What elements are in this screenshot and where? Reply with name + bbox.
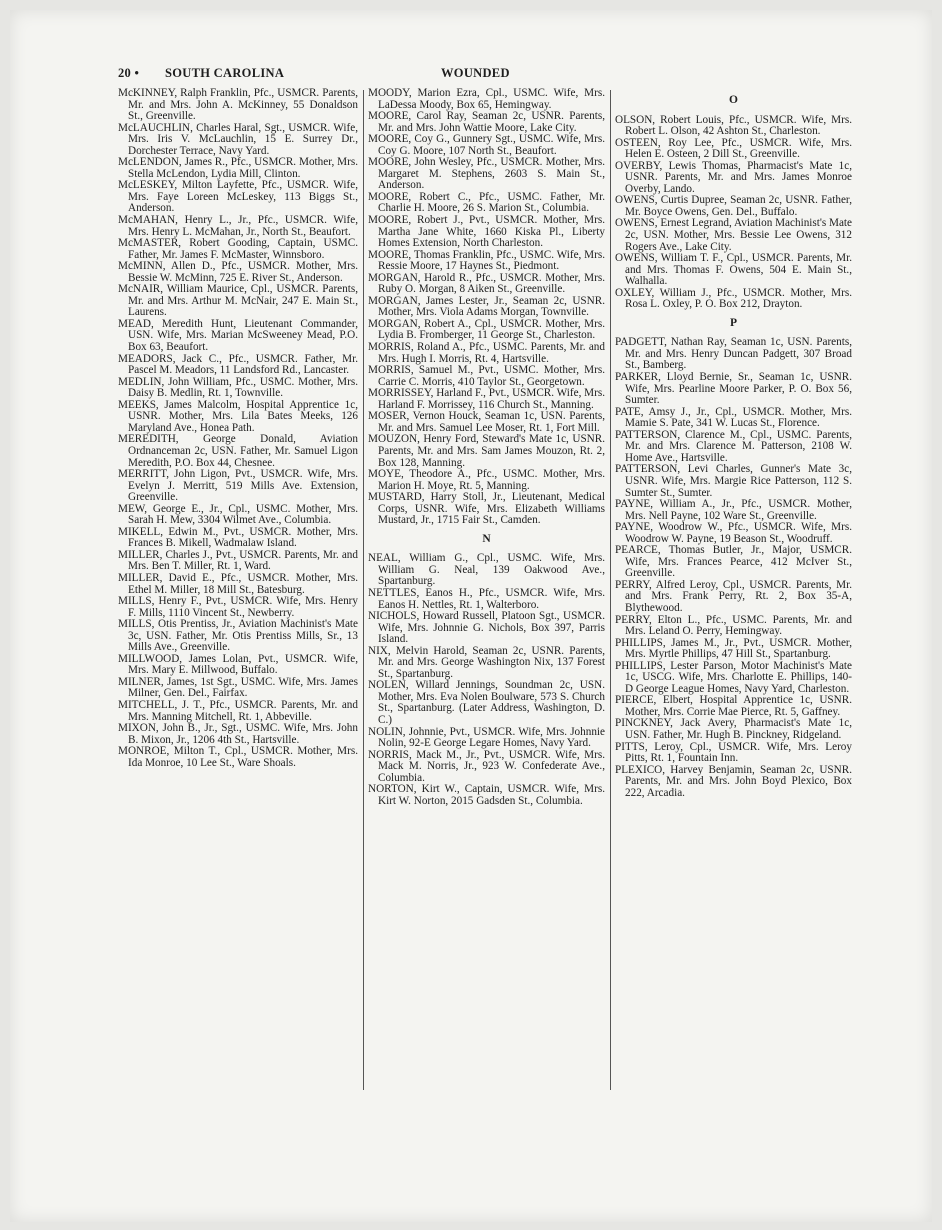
bullet-separator: • — [134, 66, 140, 80]
casualty-entry: McNAIR, William Maurice, Cpl., USMCR. Parents, Mr. and Mrs. Arthur M. McNair, 247 E. Main St., Laurens. — [118, 283, 358, 319]
casualty-entry: NICHOLS, Howard Russell, Platoon Sgt., USMCR. Wife, Mrs. Johnnie G. Nichols, Box 397, Parris Island. — [368, 610, 605, 646]
section-letter: P — [729, 316, 738, 329]
casualty-entry: MIKELL, Edwin M., Pvt., USMCR. Mother, Mrs. Frances B. Mikell, Wadmalaw Island. — [118, 525, 358, 550]
casualty-entry: MOSER, Vernon Houck, Seaman 1c, USN. Parents, Mr. and Mrs. Samuel Lee Moser, Rt. 1, Fort Mill. — [368, 410, 605, 434]
casualty-entry: MILLER, David E., Pfc., USMCR. Mother, Mrs. Ethel M. Miller, 18 Mill St., Batesburg. — [118, 571, 358, 596]
casualty-entry: PEARCE, Thomas Butler, Jr., Major, USMCR. Wife, Mrs. Frances Pearce, 412 McIver St., Greenville. — [615, 544, 852, 580]
state-title: SOUTH CAROLINA — [165, 66, 285, 80]
casualty-entry: MILLWOOD, James Lolan, Pvt., USMCR. Wife, Mrs. Mary E. Millwood, Buffalo. — [118, 652, 358, 677]
column-divider-2 — [610, 90, 611, 1090]
casualty-entry: McKINNEY, Ralph Franklin, Pfc., USMCR. Parents, Mr. and Mrs. John A. McKinney, 55 Donaldson St., Greenville. — [118, 87, 358, 123]
casualty-entry: OWENS, Curtis Dupree, Seaman 2c, USNR. Father, Mr. Boyce Owens, Gen. Del., Buffalo. — [615, 194, 852, 218]
casualty-entry: OSTEEN, Roy Lee, Pfc., USMCR. Wife, Mrs. Helen E. Osteen, 2 Dill St., Greenville. — [615, 136, 852, 161]
casualty-entry: MOORE, John Wesley, Pfc., USMCR. Mother, Mrs. Margaret M. Stephens, 2603 S. Main St., Anderson. — [368, 156, 605, 192]
casualty-entry: NORTON, Kirt W., Captain, USMCR. Wife, Mrs. Kirt W. Norton, 2015 Gadsden St., Columbia. — [368, 783, 605, 807]
column-2 — [368, 88, 605, 807]
casualty-entry: OXLEY, William J., Pfc., USMCR. Mother, Mrs. Rosa L. Oxley, P. O. Box 212, Drayton. — [615, 286, 852, 311]
casualty-entry: PLEXICO, Harvey Benjamin, Seaman 2c, USNR. Parents, Mr. and Mrs. John Boyd Plexico, Box 222, Arcadia. — [615, 763, 852, 799]
section-letter: O — [729, 94, 738, 106]
section-title: WOUNDED — [441, 66, 510, 80]
casualty-entry: NEAL, William G., Cpl., USMC. Wife, Mrs. William G. Neal, 139 Oakwood Ave., Spartanburg. — [368, 552, 605, 588]
casualty-entry: MONROE, Milton T., Cpl., USMCR. Mother, Mrs. Ida Monroe, 10 Lee St., Ware Shoals. — [118, 745, 358, 769]
casualty-entry: MIXON, John B., Jr., Sgt., USMC. Wife, Mrs. John B. Mixon, Jr., 1206 4th St., Hartsville. — [118, 722, 358, 746]
casualty-entry: NOLIN, Johnnie, Pvt., USMCR. Wife, Mrs. Johnnie Nolin, 92-E George Legare Homes, Navy Yard. — [368, 725, 605, 750]
casualty-entry: MILLER, Charles J., Pvt., USMCR. Parents, Mr. and Mrs. Ben T. Miller, Rt. 1, Ward. — [118, 548, 358, 573]
column-3 — [615, 88, 852, 799]
casualty-entry: MORGAN, Harold R., Pfc., USMCR. Mother, Mrs. Ruby O. Morgan, 8 Aiken St., Greenville. — [368, 271, 605, 296]
casualty-entry: MILLS, Henry F., Pvt., USMCR. Wife, Mrs. Henry F. Mills, 1110 Vincent St., Newberry. — [118, 595, 358, 619]
casualty-entry: MOORE, Robert J., Pvt., USMCR. Mother, Mrs. Martha Jane White, 1660 Kiska Pl., Liberty Homes Extension, North Charleston. — [368, 214, 605, 250]
casualty-entry: PIERCE, Elbert, Hospital Apprentice 1c, USNR. Mother, Mrs. Corrie Mae Pierce, Rt. 5, Gaffney. — [615, 694, 852, 718]
casualty-entry: MOORE, Carol Ray, Seaman 2c, USNR. Parents, Mr. and Mrs. John Wattie Moore, Lake City. — [368, 110, 605, 134]
casualty-entry: PATE, Amsy J., Jr., Cpl., USMCR. Mother, Mrs. Mamie S. Pate, 341 W. Lucas St., Florence. — [615, 405, 852, 430]
casualty-entry: MORGAN, James Lester, Jr., Seaman 2c, USNR. Mother, Mrs. Viola Adams Morgan, Townville. — [368, 294, 605, 319]
casualty-entry: McMINN, Allen D., Pfc., USMCR. Mother, Mrs. Bessie W. McMinn, 725 E. River St., Anderson. — [118, 260, 358, 284]
section-letter: N — [482, 532, 491, 545]
casualty-entry: PADGETT, Nathan Ray, Seaman 1c, USN. Parents, Mr. and Mrs. Henry Duncan Padgett, 307 Broad St., Bamberg. — [615, 336, 852, 372]
casualty-entry: MORGAN, Robert A., Cpl., USMCR. Mother, Mrs. Lydia B. Fromberger, 11 George St., Charleston. — [368, 317, 605, 342]
casualty-entry: PAYNE, Woodrow W., Pfc., USMCR. Wife, Mrs. Woodrow W. Payne, 19 Beason St., Woodruff. — [615, 521, 852, 545]
casualty-entry: MOORE, Coy G., Gunnery Sgt., USMC. Wife, Mrs. Coy G. Moore, 107 North St., Beaufort. — [368, 133, 605, 157]
casualty-entry: MEADORS, Jack C., Pfc., USMCR. Father, Mr. Pascel M. Meadors, 11 Landsford Rd., Lancaster. — [118, 352, 358, 377]
casualty-entry: PHILLIPS, James M., Jr., Pvt., USMCR. Mother, Mrs. Myrtle Phillips, 47 Hill St., Spartanburg. — [615, 636, 852, 661]
casualty-entry: OLSON, Robert Louis, Pfc., USMCR. Wife, Mrs. Robert L. Olson, 42 Ashton St., Charleston. — [615, 113, 852, 138]
casualty-entry: OWENS, Ernest Legrand, Aviation Machinist's Mate 2c, USN. Mother, Mrs. Bessie Lee Owens, 312 Rogers Ave., Lake City. — [615, 217, 853, 253]
page-number — [118, 66, 139, 81]
casualty-entry: McLAUCHLIN, Charles Haral, Sgt., USMCR. Wife, Mrs. Iris V. McLauchlin, 15 E. Surrey Dr., Dorchester Terrace, Navy Yard. — [118, 121, 358, 157]
casualty-entry: McMASTER, Robert Gooding, Captain, USMC. Father, Mr. James F. McMaster, Winnsboro. — [118, 237, 358, 261]
casualty-entry: MILLS, Otis Prentiss, Jr., Aviation Machinist's Mate 3c, USN. Father, Mr. Otis Prentiss Mills, Sr., 13 Mills Ave., Greenville. — [118, 618, 358, 654]
casualty-entry: MUSTARD, Harry Stoll, Jr., Lieutenant, Medical Corps, USNR. Wife, Mrs. Elizabeth Williams Mustard, Jr., 1715 Fair St., Camden. — [368, 491, 605, 527]
casualty-entry: MOODY, Marion Ezra, Cpl., USMC. Wife, Mrs. LaDessa Moody, Box 65, Hemingway. — [368, 87, 605, 111]
casualty-entry: MORRIS, Roland A., Pfc., USMC. Parents, Mr. and Mrs. Hugh I. Morris, Rt. 4, Hartsville. — [368, 341, 605, 365]
casualty-entry: OVERBY, Lewis Thomas, Pharmacist's Mate 1c, USNR. Parents, Mr. and Mrs. James Monroe Overby, Lando. — [615, 159, 852, 195]
page-header — [118, 66, 853, 80]
casualty-entry: NORRIS, Mack M., Jr., Pvt., USMCR. Wife, Mrs. Mack M. Norris, Jr., 923 W. Confederate Ave., Columbia. — [368, 748, 605, 784]
casualty-entry: MEEKS, James Malcolm, Hospital Apprentice 1c, USNR. Mother, Mrs. Lila Bates Meeks, 126 Maryland Ave., Honea Path. — [118, 398, 358, 434]
casualty-entry: MEAD, Meredith Hunt, Lieutenant Commander, USN. Wife, Mrs. Marian McSweeney Mead, P.O. Box 63, Beaufort. — [118, 317, 358, 354]
casualty-entry: MERRITT, John Ligon, Pvt., USMCR. Wife, Mrs. Evelyn J. Merritt, 519 Mills Ave. Extension, Greenville. — [118, 468, 358, 504]
casualty-entry: MILNER, James, 1st Sgt., USMC. Wife, Mrs. James Milner, Gen. Del., Fairfax. — [118, 675, 358, 700]
casualty-entry: MOORE, Thomas Franklin, Pfc., USMC. Wife, Mrs. Ressie Moore, 17 Haynes St., Piedmont. — [368, 248, 605, 273]
casualty-entry: PERRY, Alfred Leroy, Cpl., USMCR. Parents, Mr. and Mrs. Frank Perry, Rt. 2, Box 35-A, Blythewood. — [615, 578, 852, 614]
casualty-entry: PINCKNEY, Jack Avery, Pharmacist's Mate 1c, USN. Father, Mr. Hugh B. Pinckney, Ridgeland. — [615, 717, 852, 741]
casualty-entry: MORRISSEY, Harland F., Pvt., USMCR. Wife, Mrs. Harland F. Morrissey, 116 Church St., Manning. — [368, 387, 605, 411]
casualty-entry: PITTS, Leroy, Cpl., USMCR. Wife, Mrs. Leroy Pitts, Rt. 1, Fountain Inn. — [615, 740, 852, 765]
casualty-entry: PHILLIPS, Lester Parson, Motor Machinist's Mate 1c, USCG. Wife, Mrs. Charlotte E. Phillips, 140-D George League Homes, Navy Yard, Charleston. — [615, 659, 852, 695]
column-divider-1 — [363, 90, 364, 1090]
casualty-entry: McLESKEY, Milton Layfette, Pfc., USMCR. Wife, Mrs. Faye Loreen McLeskey, 113 Biggs St., Anderson. — [118, 179, 358, 215]
column-1 — [118, 88, 358, 769]
casualty-entry: PATTERSON, Clarence M., Cpl., USMC. Parents, Mr. and Mrs. Clarence M. Patterson, 2108 W. Home Ave., Hartsville. — [615, 428, 852, 464]
casualty-entry: MOUZON, Henry Ford, Steward's Mate 1c, USNR. Parents, Mr. and Mrs. Sam James Mouzon, Rt. 2, Box 128, Manning. — [368, 433, 605, 469]
casualty-entry: PATTERSON, Levi Charles, Gunner's Mate 3c, USNR. Wife, Mrs. Margie Rice Patterson, 112 S. Sumter St., Sumter. — [615, 463, 852, 499]
casualty-entry: MOORE, Robert C., Pfc., USMC. Father, Mr. Charlie H. Moore, 26 S. Marion St., Columbia. — [368, 190, 605, 215]
casualty-entry: NOLEN, Willard Jennings, Soundman 2c, USN. Mother, Mrs. Eva Nolen Boulware, 573 S. Church St., Spartanburg. (Later Address, Washington, D. C.) — [368, 679, 605, 726]
casualty-entry: NIX, Melvin Harold, Seaman 2c, USNR. Parents, Mr. and Mrs. George Washington Nix, 137 Forest St., Spartanburg. — [368, 644, 605, 680]
casualty-entry: MITCHELL, J. T., Pfc., USMCR. Parents, Mr. and Mrs. Manning Mitchell, Rt. 1, Abbeville. — [118, 698, 358, 723]
casualty-entry: MEDLIN, John William, Pfc., USMC. Mother, Mrs. Daisy B. Medlin, Rt. 1, Townville. — [118, 375, 358, 400]
page-number-text: 20 — [118, 66, 132, 80]
casualty-entry: McLENDON, James R., Pfc., USMCR. Mother, Mrs. Stella McLendon, Lydia Mill, Clinton. — [118, 156, 358, 180]
casualty-entry: MORRIS, Samuel M., Pvt., USMC. Mother, Mrs. Carrie C. Morris, 410 Taylor St., Georgetown. — [368, 364, 605, 388]
casualty-entry: OWENS, William T. F., Cpl., USMCR. Parents, Mr. and Mrs. Thomas F. Owens, 504 E. Main St., Walhalla. — [615, 252, 852, 288]
casualty-entry: PAYNE, William A., Jr., Pfc., USMCR. Mother, Mrs. Nell Payne, 102 Ware St., Greenville. — [615, 498, 852, 522]
casualty-entry: NETTLES, Eanos H., Pfc., USMCR. Wife, Mrs. Eanos H. Nettles, Rt. 1, Walterboro. — [368, 586, 605, 611]
casualty-entry: MEREDITH, George Donald, Aviation Ordnanceman 2c, USN. Father, Mr. Samuel Ligon Meredith, P.O. Box 44, Chesnee. — [118, 433, 358, 469]
casualty-entry: McMAHAN, Henry L., Jr., Pfc., USMCR. Wife, Mrs. Henry L. McMahan, Jr., North St., Beaufort. — [118, 214, 358, 238]
casualty-entry: MEW, George E., Jr., Cpl., USMC. Mother, Mrs. Sarah H. Mew, 3304 Wilmet Ave., Columbia. — [118, 502, 358, 527]
casualty-entry: PARKER, Lloyd Bernie, Sr., Seaman 1c, USNR. Wife, Mrs. Pearline Moore Parker, P. O. Box 56, Sumter. — [615, 371, 852, 407]
casualty-entry: PERRY, Elton L., Pfc., USMC. Parents, Mr. and Mrs. Leland O. Perry, Hemingway. — [615, 613, 852, 638]
casualty-entry: MOYE, Theodore A., Pfc., USMC. Mother, Mrs. Marion H. Moye, Rt. 5, Manning. — [368, 468, 605, 492]
